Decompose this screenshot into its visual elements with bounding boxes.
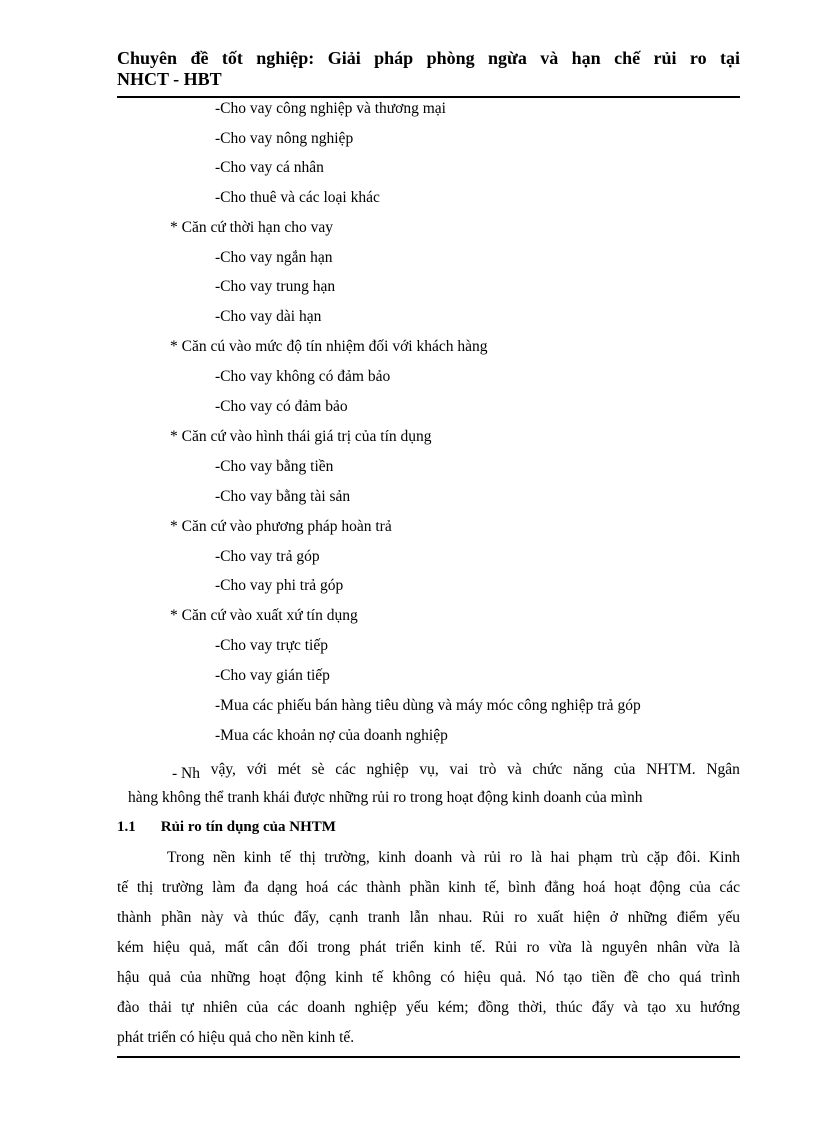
- criterion-heading: * Căn cứ thời hạn cho vay: [170, 219, 333, 236]
- criterion-heading: * Căn cứ vào hình thái giá trị của tín dụng: [170, 428, 432, 445]
- criterion-heading: * Căn cứ vào xuất xứ tín dụng: [170, 607, 358, 624]
- list-item: -Cho vay có đảm bảo: [215, 398, 348, 415]
- footer-divider: [117, 1056, 740, 1058]
- list-item: -Cho vay trung hạn: [215, 278, 336, 295]
- conclusion-word: vụ,: [419, 761, 439, 778]
- list-item: -Cho vay cá nhân: [215, 159, 324, 176]
- paragraph-line: Trong nền kinh tế thị trường, kinh doanh và rủi ro là hai phạm trù cặp đôi. Kinh: [167, 849, 740, 866]
- conclusion-word: mét: [277, 761, 301, 778]
- header-word: phòng: [426, 48, 475, 68]
- section-heading: [117, 817, 336, 837]
- list-item: -Cho vay không có đảm bảo: [215, 368, 391, 385]
- paragraph-line: đào thải tự nhiên của các doanh nghiệp yếu kém; đồng thời, thúc đẩy và tạo xu hướng: [117, 999, 740, 1016]
- header-word: pháp: [374, 48, 414, 68]
- conclusion-word: sè: [311, 761, 325, 778]
- list-item: -Cho vay ngắn hạn: [215, 249, 333, 266]
- header-word: đề: [190, 48, 209, 68]
- conclusion-word: nghiệp: [366, 761, 409, 778]
- conclusion-word: của: [613, 761, 636, 778]
- header-word: chế: [614, 48, 641, 68]
- section-number: 1.1: [117, 819, 136, 835]
- paragraph-line: tế thị trường làm đa dạng hoá các thành phần kinh tế, bình đẳng hoá hoạt động của các: [117, 879, 740, 896]
- criterion-heading: * Căn cứ vào phương pháp hoàn trả: [170, 518, 392, 535]
- conclusion-word: năng: [573, 761, 604, 778]
- list-item: -Cho vay trả góp: [215, 548, 320, 565]
- header-word: Giải: [327, 48, 361, 68]
- criterion-heading: * Căn cú vào mức độ tín nhiệm đối với khách hàng: [170, 338, 488, 355]
- header-word: rủi: [653, 48, 677, 68]
- header-word: tốt: [221, 48, 243, 68]
- list-item: -Cho vay công nghiệp và thương mại: [215, 100, 446, 117]
- header-word: và: [540, 48, 559, 68]
- paragraph-line: phát triển có hiệu quả cho nền kinh tế.: [117, 1029, 355, 1046]
- header-word: nghiệp:: [256, 48, 315, 68]
- paragraph-line: kém hiệu quả, mất cân đối trong phát triển kinh tế. Rủi ro vừa là nguyên nhân vừa là: [117, 939, 740, 956]
- list-item: -Cho thuê và các loại khác: [215, 189, 380, 206]
- list-item: -Cho vay nông nghiệp: [215, 130, 354, 147]
- conclusion-word: - Nh: [172, 765, 200, 782]
- conclusion-line-2: hàng không thể tranh khái được những rủi ro trong hoạt động kinh doanh của mình: [128, 789, 643, 806]
- conclusion-line-1: [172, 760, 740, 780]
- header-word: ro: [689, 48, 707, 68]
- conclusion-word: NHTM.: [646, 761, 696, 778]
- paragraph-line: hậu quả của những hoạt động kinh tế không có hiệu quả. Nó tạo tiền đề cho quá trình: [117, 969, 740, 986]
- body-paragraph: [117, 843, 740, 1053]
- conclusion-word: trò: [479, 761, 497, 778]
- conclusion-word: vai: [449, 761, 469, 778]
- list-item: -Cho vay phi trả góp: [215, 577, 344, 594]
- conclusion-word: với: [246, 761, 267, 778]
- list-item: -Mua các phiếu bán hàng tiêu dùng và máy móc công nghiệp trả góp: [215, 697, 641, 714]
- conclusion-word: vậy,: [210, 761, 236, 778]
- list-item: -Cho vay gián tiếp: [215, 667, 330, 684]
- header-line-1: [117, 48, 740, 69]
- paragraph-line: thành phần này và thúc đẩy, cạnh tranh lẫn nhau. Rủi ro xuất hiện ở những điểm yếu: [117, 909, 740, 926]
- header-word: ngừa: [488, 48, 527, 68]
- list-item: -Cho vay bằng tiền: [215, 458, 334, 475]
- header-line-2: NHCT - HBT: [117, 69, 222, 89]
- page-header: [117, 48, 740, 90]
- header-word: tại: [719, 48, 740, 68]
- section-title: Rủi ro tín dụng của NHTM: [160, 819, 336, 835]
- header-word: Chuyên: [117, 48, 178, 68]
- list-item: -Cho vay bằng tài sản: [215, 488, 351, 505]
- list-item: -Cho vay trực tiếp: [215, 637, 328, 654]
- conclusion-word: chức: [532, 761, 563, 778]
- conclusion-word: Ngân: [706, 761, 740, 778]
- list-item: -Mua các khoản nợ của doanh nghiệp: [215, 727, 448, 744]
- header-word: hạn: [571, 48, 601, 68]
- list-item: -Cho vay dài hạn: [215, 308, 322, 325]
- conclusion-word: và: [507, 761, 522, 778]
- conclusion-word: các: [335, 761, 356, 778]
- header-divider: [117, 96, 740, 98]
